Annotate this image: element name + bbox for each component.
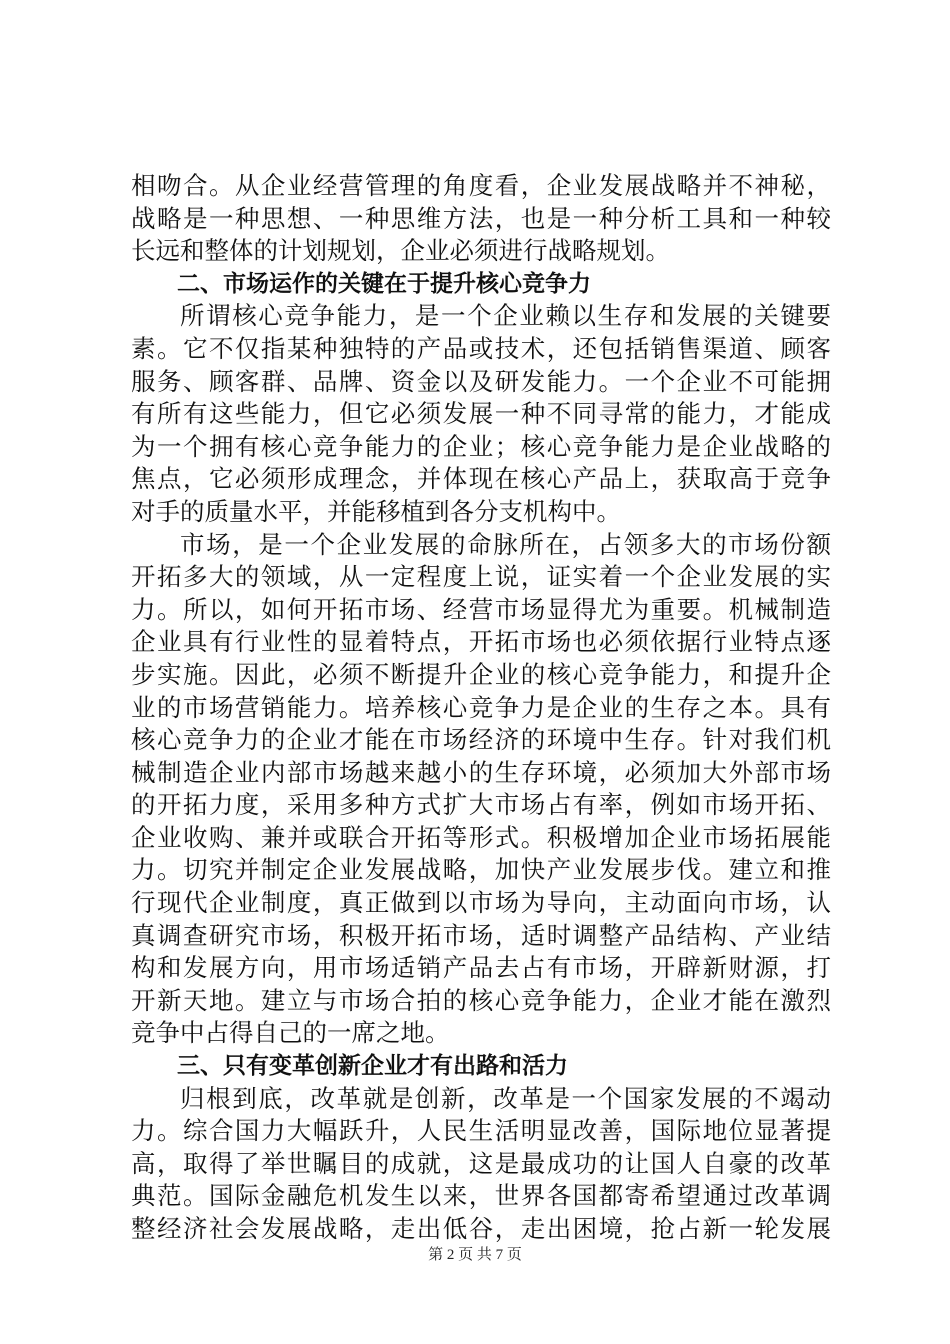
text-line: 企业收购、兼并或联合开拓等形式。积极增加企业市场拓展能 xyxy=(131,822,831,852)
text-line: 核心竞争力的企业才能在市场经济的环境中生存。针对我们机 xyxy=(131,725,831,755)
text-line: 真调查研究市场，积极开拓市场，适时调整产品结构、产业结 xyxy=(131,920,831,950)
text-line: 力。所以，如何开拓市场、经营市场显得尤为重要。机械制造 xyxy=(131,594,831,624)
text-line: 力。综合国力大幅跃升，人民生活明显改善，国际地位显著提 xyxy=(131,1116,831,1146)
text-line: 行现代企业制度，真正做到以市场为导向，主动面向市场，认 xyxy=(131,888,831,918)
text-line: 素。它不仅指某种独特的产品或技术，还包括销售渠道、顾客 xyxy=(131,333,831,363)
text-line: 构和发展方向，用市场适销产品去占有市场，开辟新财源，打 xyxy=(131,953,831,983)
text-line: 焦点，它必须形成理念，并体现在核心产品上，获取高于竞争 xyxy=(131,464,831,494)
paragraph xyxy=(131,529,831,1051)
text-line: 有所有这些能力，但它必须发展一种不同寻常的能力，才能成 xyxy=(131,399,831,429)
text-line: 对手的质量水平，并能移植到各分支机构中。 xyxy=(131,496,621,526)
text-line: 归根到底，改革就是创新，改革是一个国家发展的不竭动 xyxy=(180,1083,831,1113)
text-line: 战略是一种思想、一种思维方法，也是一种分析工具和一种较 xyxy=(131,203,831,233)
page-footer: 第 2 页 共 7 页 xyxy=(428,1247,522,1263)
paragraph xyxy=(131,1083,831,1246)
section-heading xyxy=(131,1050,831,1083)
text-line: 相吻合。从企业经营管理的角度看，企业发展战略并不神秘， xyxy=(131,171,831,200)
text-line: 开拓多大的领域，从一定程度上说，证实着一个企业发展的实 xyxy=(131,562,831,592)
text-line: 业的市场营销能力。培养核心竞争力是企业的生存之本。具有 xyxy=(131,692,831,722)
paragraph xyxy=(131,300,831,528)
text-line: 整经济社会发展战略，走出低谷，走出困境，抢占新一轮发展 xyxy=(131,1214,831,1243)
text-line: 高，取得了举世瞩目的成就，这是最成功的让国人自豪的改革 xyxy=(131,1148,831,1178)
text-line: 力。切究并制定企业发展战略，加快产业发展步伐。建立和推 xyxy=(131,855,831,885)
text-line: 长远和整体的计划规划，企业必须进行战略规划。 xyxy=(131,236,670,266)
text-line: 的开拓力度，采用多种方式扩大市场占有率，例如市场开拓、 xyxy=(131,790,831,820)
text-line: 所谓核心竞争能力，是一个企业赖以生存和发展的关键要 xyxy=(180,301,831,331)
document-body xyxy=(131,170,831,1246)
text-line: 典范。国际金融危机发生以来，世界各国都寄希望通过改革调 xyxy=(131,1181,831,1211)
text-line: 服务、顾客群、品牌、资金以及研发能力。一个企业不可能拥 xyxy=(131,366,831,396)
text-line: 械制造企业内部市场越来越小的生存环境，必须加大外部市场 xyxy=(131,757,831,787)
text-line: 市场，是一个企业发展的命脉所在，占领多大的市场份额 xyxy=(180,529,831,559)
text-line: 开新天地。建立与市场合拍的核心竞争能力，企业才能在激烈 xyxy=(131,985,831,1015)
text-line: 为一个拥有核心竞争能力的企业；核心竞争能力是企业战略的 xyxy=(131,431,831,461)
paragraph xyxy=(131,170,831,268)
text-line: 步实施。因此，必须不断提升企业的核心竞争能力，和提升企 xyxy=(131,659,831,689)
text-line: 竞争中占得自己的一席之地。 xyxy=(131,1018,450,1048)
heading-line: 三、只有变革创新企业才有出路和活力 xyxy=(177,1053,568,1080)
section-heading xyxy=(131,268,831,301)
heading-line: 二、市场运作的关键在于提升核心竞争力 xyxy=(177,270,591,297)
text-line: 企业具有行业性的显着特点，开拓市场也必须依据行业特点逐 xyxy=(131,627,831,657)
